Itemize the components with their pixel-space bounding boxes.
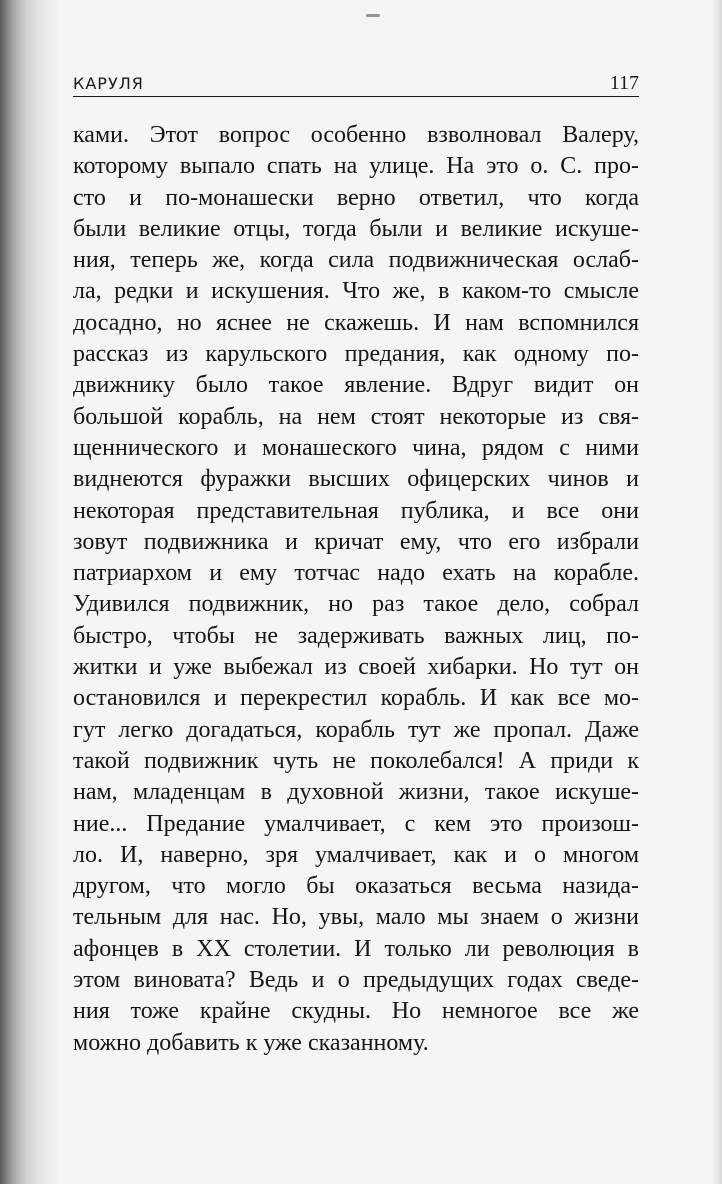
text-line: патриархом и ему тотчас надо ехать на корабле. xyxy=(73,560,639,587)
scan-shadow-left xyxy=(0,0,60,1184)
text-line: гут легко догадаться, корабль тут же пропал. Даже xyxy=(73,716,639,743)
scan-speck xyxy=(366,14,380,17)
text-line: остановился и перекрестил корабль. И как все мо- xyxy=(73,685,639,712)
text-line: житки и уже выбежал из своей хибарки. Но тут он xyxy=(73,654,639,681)
text-line: тельным для нас. Но, увы, мало мы знаем о жизни xyxy=(73,904,639,931)
running-header xyxy=(73,74,639,97)
text-line: такой подвижник чуть не поколебался! А приди к xyxy=(73,747,639,774)
text-line: ками. Этот вопрос особенно взволновал Валеру, xyxy=(73,122,639,148)
text-line: были великие отцы, тогда были и великие искуше- xyxy=(73,215,639,242)
text-line: которому выпало спать на улице. На это о. С. про- xyxy=(73,153,639,180)
text-line: досадно, но яснее не скажешь. И нам вспомнился xyxy=(73,309,639,336)
text-line: Удивился подвижник, но раз такое дело, собрал xyxy=(73,591,639,618)
text-line: рассказ из карульского предания, как одному по- xyxy=(73,341,639,368)
text-line: можно добавить к уже сказанному. xyxy=(73,1029,429,1056)
text-line: этом виновата? Ведь и о предыдущих годах сведе- xyxy=(73,967,639,994)
body-text xyxy=(73,120,639,1059)
text-line: некоторая представительная публика, и все они xyxy=(73,497,639,524)
scan-shadow-right xyxy=(712,0,722,1184)
text-line: виднеются фуражки высших офицерских чинов и xyxy=(73,466,639,493)
text-line: нам, младенцам в духовной жизни, такое искуше- xyxy=(73,779,639,806)
text-line: другом, что могло бы оказаться весьма назида- xyxy=(73,873,639,900)
text-line: щеннического и монашеского чина, рядом с ними xyxy=(73,434,639,461)
text-line: быстро, чтобы не задерживать важных лиц, по- xyxy=(73,622,639,649)
text-line: движнику было такое явление. Вдруг видит он xyxy=(73,372,639,399)
text-line: ние... Предание умалчивает, с кем это произош- xyxy=(73,810,639,837)
text-line: ния тоже крайне скудны. Но немногое все же xyxy=(73,998,639,1025)
text-line: ния, теперь же, когда сила подвижническая ослаб- xyxy=(73,247,639,274)
text-line: сто и по-монашески верно ответил, что когда xyxy=(73,184,639,211)
text-line: ла, редки и искушения. Что же, в каком-то смысле xyxy=(73,278,639,305)
text-line: зовут подвижника и кричат ему, что его избрали xyxy=(73,528,639,555)
page-number: 117 xyxy=(609,72,639,94)
text-line: афонцев в XX столетии. И только ли революция в xyxy=(73,935,639,962)
text-line: ло. И, наверно, зря умалчивает, как и о многом xyxy=(73,841,639,868)
text-line: большой корабль, на нем стоят некоторые из свя- xyxy=(73,403,639,430)
running-title: КАРУЛЯ xyxy=(73,74,144,93)
